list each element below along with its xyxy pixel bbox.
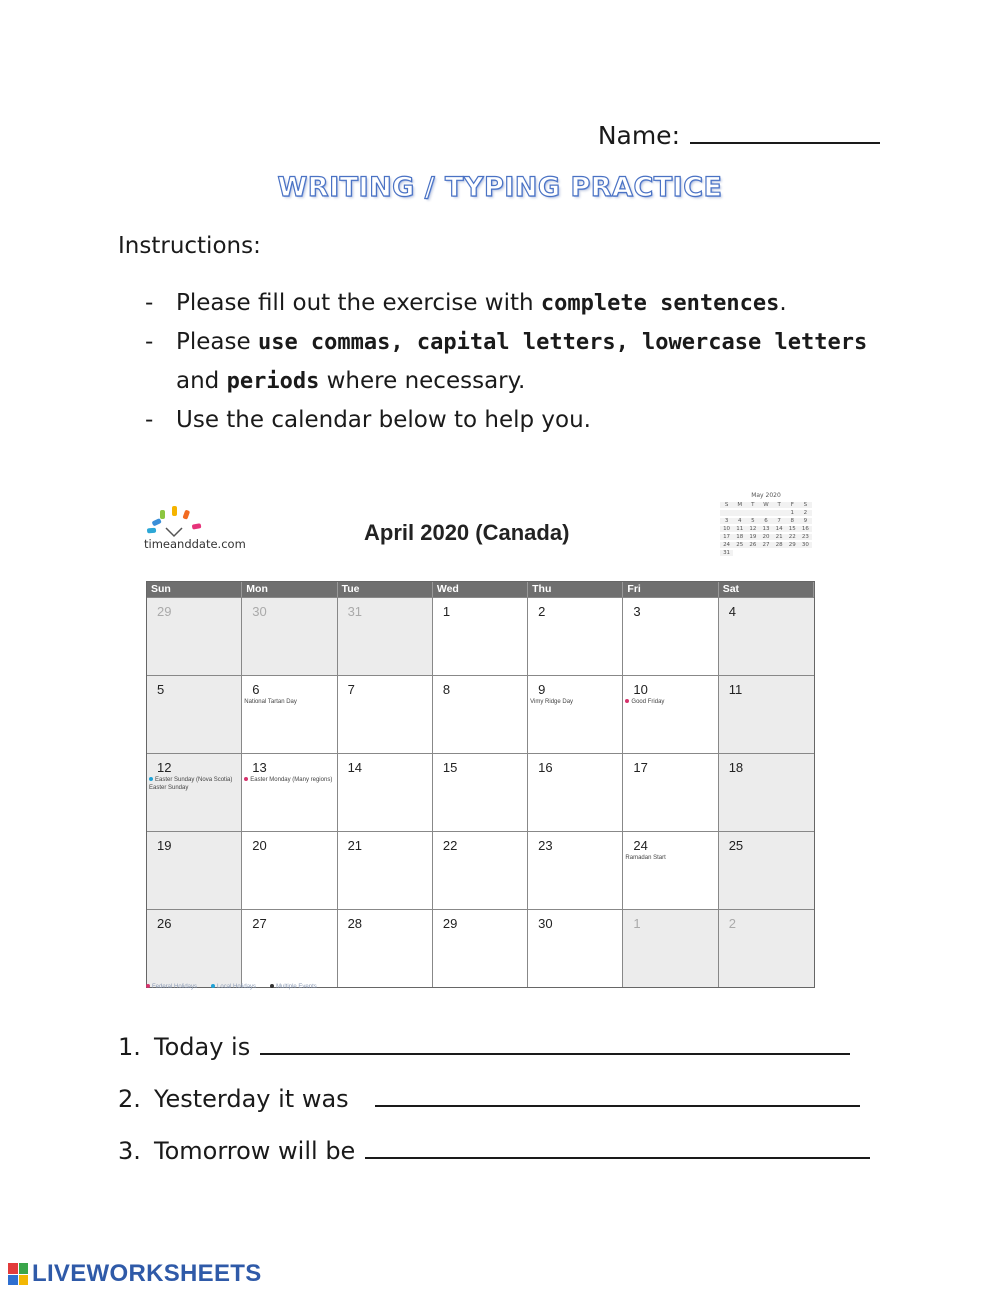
instruction-item: - Use the calendar below to help you. bbox=[145, 407, 591, 433]
footer-brand: LIVEWORKSHEETS bbox=[32, 1260, 262, 1287]
mini-day: 17 bbox=[720, 534, 733, 540]
day-number: 28 bbox=[347, 916, 363, 931]
day-number: 30 bbox=[252, 604, 267, 619]
weekday-label: Fri bbox=[623, 582, 718, 597]
mini-day bbox=[773, 510, 786, 516]
day-number: 31 bbox=[347, 604, 363, 619]
calendar-day-cell bbox=[338, 598, 433, 675]
holiday-label: Ramadan Start bbox=[625, 855, 666, 861]
mini-day: 29 bbox=[786, 542, 799, 548]
mini-day: 28 bbox=[773, 542, 786, 548]
day-number: 26 bbox=[157, 916, 172, 931]
calendar-title: April 2020 (Canada) bbox=[364, 520, 570, 545]
day-number: 22 bbox=[442, 838, 458, 853]
calendar-day-cell bbox=[433, 754, 528, 831]
mini-day: 30 bbox=[799, 542, 812, 548]
day-number: 10 bbox=[633, 682, 648, 697]
mini-day: 5 bbox=[746, 518, 759, 524]
day-number: 27 bbox=[252, 916, 267, 931]
calendar-day-cell bbox=[719, 598, 814, 675]
holiday-label: Vimy Ridge Day bbox=[530, 699, 574, 705]
mini-day: 7 bbox=[773, 518, 786, 524]
day-number: 7 bbox=[347, 682, 355, 697]
mini-day: 16 bbox=[799, 526, 812, 532]
calendar-day-cell bbox=[242, 676, 337, 753]
calendar-day-cell bbox=[147, 754, 242, 831]
weekday-label: Wed bbox=[433, 582, 528, 597]
question-3: 3. Tomorrow will be bbox=[118, 1137, 870, 1165]
mini-day: S bbox=[720, 502, 733, 508]
day-number: 2 bbox=[728, 916, 736, 931]
mini-day: 13 bbox=[759, 526, 772, 532]
calendar-day-cell bbox=[623, 598, 718, 675]
day-number: 1 bbox=[633, 916, 641, 931]
mini-day: 14 bbox=[773, 526, 786, 532]
name-blank[interactable] bbox=[690, 120, 880, 144]
calendar-image bbox=[116, 490, 828, 995]
day-number: 13 bbox=[252, 760, 267, 775]
question-1: 1. Today is bbox=[118, 1033, 850, 1061]
calendar-day-cell bbox=[147, 676, 242, 753]
calendar-weekday-header bbox=[147, 582, 814, 597]
day-number: 23 bbox=[538, 838, 553, 853]
mini-day: 10 bbox=[720, 526, 733, 532]
logo-text: timeanddate.com bbox=[144, 537, 246, 551]
question-2: 2. Yesterday it was bbox=[118, 1085, 860, 1113]
mini-day: F bbox=[786, 502, 799, 508]
calendar-day-cell bbox=[433, 598, 528, 675]
calendar-week-row bbox=[147, 597, 814, 675]
mini-day: 11 bbox=[733, 526, 746, 532]
instructions-label: Instructions: bbox=[118, 233, 261, 259]
day-number: 29 bbox=[442, 916, 458, 931]
mini-day: 23 bbox=[799, 534, 812, 540]
mini-day: M bbox=[733, 502, 746, 508]
day-number: 19 bbox=[157, 838, 172, 853]
weekday-label: Mon bbox=[242, 582, 337, 597]
name-label: Name: bbox=[597, 121, 680, 150]
mini-day: 26 bbox=[746, 542, 759, 548]
instruction-item: - Please use commas, capital letters, lowercase letters and periods where necessary. bbox=[145, 329, 868, 394]
calendar-day-cell bbox=[528, 598, 623, 675]
mini-calendar bbox=[720, 492, 812, 556]
name-field-row bbox=[598, 120, 880, 150]
mini-day bbox=[733, 510, 746, 516]
mini-day: 22 bbox=[786, 534, 799, 540]
mini-day: 21 bbox=[773, 534, 786, 540]
mini-day bbox=[759, 510, 772, 516]
day-number: 25 bbox=[728, 838, 744, 853]
day-number: 8 bbox=[442, 682, 451, 697]
weekday-label: Sun bbox=[147, 582, 242, 597]
day-number: 4 bbox=[728, 604, 736, 619]
weekday-label: Tue bbox=[338, 582, 433, 597]
day-number: 12 bbox=[157, 760, 172, 775]
day-number: 15 bbox=[442, 760, 458, 775]
calendar-day-cell bbox=[147, 832, 242, 909]
holiday-label: Easter Sunday (Nova Scotia) Easter Sunday bbox=[149, 777, 233, 791]
mini-day bbox=[746, 510, 759, 516]
answer-blank-2[interactable] bbox=[375, 1085, 860, 1107]
calendar-day-cell bbox=[623, 754, 718, 831]
calendar-day-cell bbox=[338, 910, 433, 987]
mini-day: 19 bbox=[746, 534, 759, 540]
mini-day: S bbox=[799, 502, 812, 508]
mini-day: 18 bbox=[733, 534, 746, 540]
calendar-day-cell bbox=[338, 754, 433, 831]
calendar-day-cell bbox=[242, 832, 337, 909]
calendar-grid bbox=[146, 581, 815, 988]
mini-day: 12 bbox=[746, 526, 759, 532]
mini-day: W bbox=[759, 502, 772, 508]
calendar-day-cell bbox=[338, 832, 433, 909]
mini-day: 9 bbox=[799, 518, 812, 524]
calendar-week-row bbox=[147, 831, 814, 909]
calendar-day-cell bbox=[433, 910, 528, 987]
calendar-day-cell bbox=[719, 910, 814, 987]
calendar-day-cell bbox=[242, 598, 337, 675]
calendar-day-cell bbox=[623, 832, 718, 909]
mini-day: T bbox=[773, 502, 786, 508]
day-number: 29 bbox=[157, 604, 172, 619]
calendar-day-cell bbox=[433, 676, 528, 753]
instruction-item: - Please fill out the exercise with complete sentences. bbox=[145, 290, 787, 316]
day-number: 5 bbox=[157, 682, 165, 697]
legend-item: Local Holidays bbox=[211, 984, 256, 990]
calendar-week-row bbox=[147, 909, 814, 987]
holiday-label: Easter Monday (Many regions) bbox=[244, 776, 334, 784]
calendar-day-cell bbox=[147, 910, 242, 987]
calendar-week-row bbox=[147, 753, 814, 831]
day-number: 9 bbox=[538, 682, 546, 697]
calendar-week-row bbox=[147, 675, 814, 753]
day-number: 14 bbox=[347, 760, 363, 775]
day-number: 1 bbox=[442, 604, 451, 619]
mini-day: 4 bbox=[733, 518, 746, 524]
answer-blank-1[interactable] bbox=[260, 1033, 850, 1055]
mini-day: 25 bbox=[733, 542, 746, 548]
mini-day: 1 bbox=[786, 510, 799, 516]
calendar-day-cell bbox=[623, 676, 718, 753]
mini-day: 31 bbox=[720, 550, 733, 556]
day-number: 18 bbox=[728, 760, 744, 775]
mini-day: T bbox=[746, 502, 759, 508]
mini-day: 8 bbox=[786, 518, 799, 524]
calendar-day-cell bbox=[242, 754, 337, 831]
answer-blank-3[interactable] bbox=[365, 1137, 870, 1159]
calendar-day-cell bbox=[433, 832, 528, 909]
mini-day: 2 bbox=[799, 510, 812, 516]
mini-day bbox=[720, 510, 733, 516]
weekday-label: Sat bbox=[719, 582, 814, 597]
calendar-day-cell bbox=[528, 832, 623, 909]
holiday-label: National Tartan Day bbox=[244, 699, 297, 705]
calendar-legend bbox=[146, 984, 317, 990]
day-number: 6 bbox=[252, 682, 260, 697]
mini-day: 15 bbox=[786, 526, 799, 532]
weekday-label: Thu bbox=[528, 582, 623, 597]
holiday-label: Good Friday bbox=[625, 698, 715, 706]
liveworksheets-logo-icon bbox=[8, 1263, 28, 1285]
day-number: 20 bbox=[252, 838, 267, 853]
mini-day: 3 bbox=[720, 518, 733, 524]
mini-day: 24 bbox=[720, 542, 733, 548]
mini-day: 6 bbox=[759, 518, 772, 524]
page-title: WRITING / TYPING PRACTICE bbox=[277, 172, 723, 203]
day-number: 17 bbox=[633, 760, 648, 775]
calendar-day-cell bbox=[528, 910, 623, 987]
day-number: 21 bbox=[347, 838, 363, 853]
mini-calendar-title: May 2020 bbox=[751, 492, 781, 499]
mini-calendar-grid bbox=[720, 502, 812, 556]
mini-day: 27 bbox=[759, 542, 772, 548]
calendar-day-cell bbox=[719, 754, 814, 831]
calendar-day-cell bbox=[719, 676, 814, 753]
calendar-day-cell bbox=[528, 754, 623, 831]
footer bbox=[8, 1260, 262, 1288]
day-number: 16 bbox=[538, 760, 553, 775]
calendar-day-cell bbox=[528, 676, 623, 753]
legend-item: Federal Holidays bbox=[146, 984, 197, 990]
calendar-day-cell bbox=[338, 676, 433, 753]
day-number: 2 bbox=[538, 604, 546, 619]
calendar-day-cell bbox=[242, 910, 337, 987]
calendar-day-cell bbox=[147, 598, 242, 675]
mini-day: 20 bbox=[759, 534, 772, 540]
legend-item: Multiple Events bbox=[270, 984, 317, 990]
day-number: 3 bbox=[633, 604, 641, 619]
day-number: 30 bbox=[538, 916, 553, 931]
day-number: 11 bbox=[728, 682, 743, 697]
day-number: 24 bbox=[633, 838, 648, 853]
instructions-list bbox=[145, 284, 885, 440]
calendar-day-cell bbox=[623, 910, 718, 987]
calendar-day-cell bbox=[719, 832, 814, 909]
